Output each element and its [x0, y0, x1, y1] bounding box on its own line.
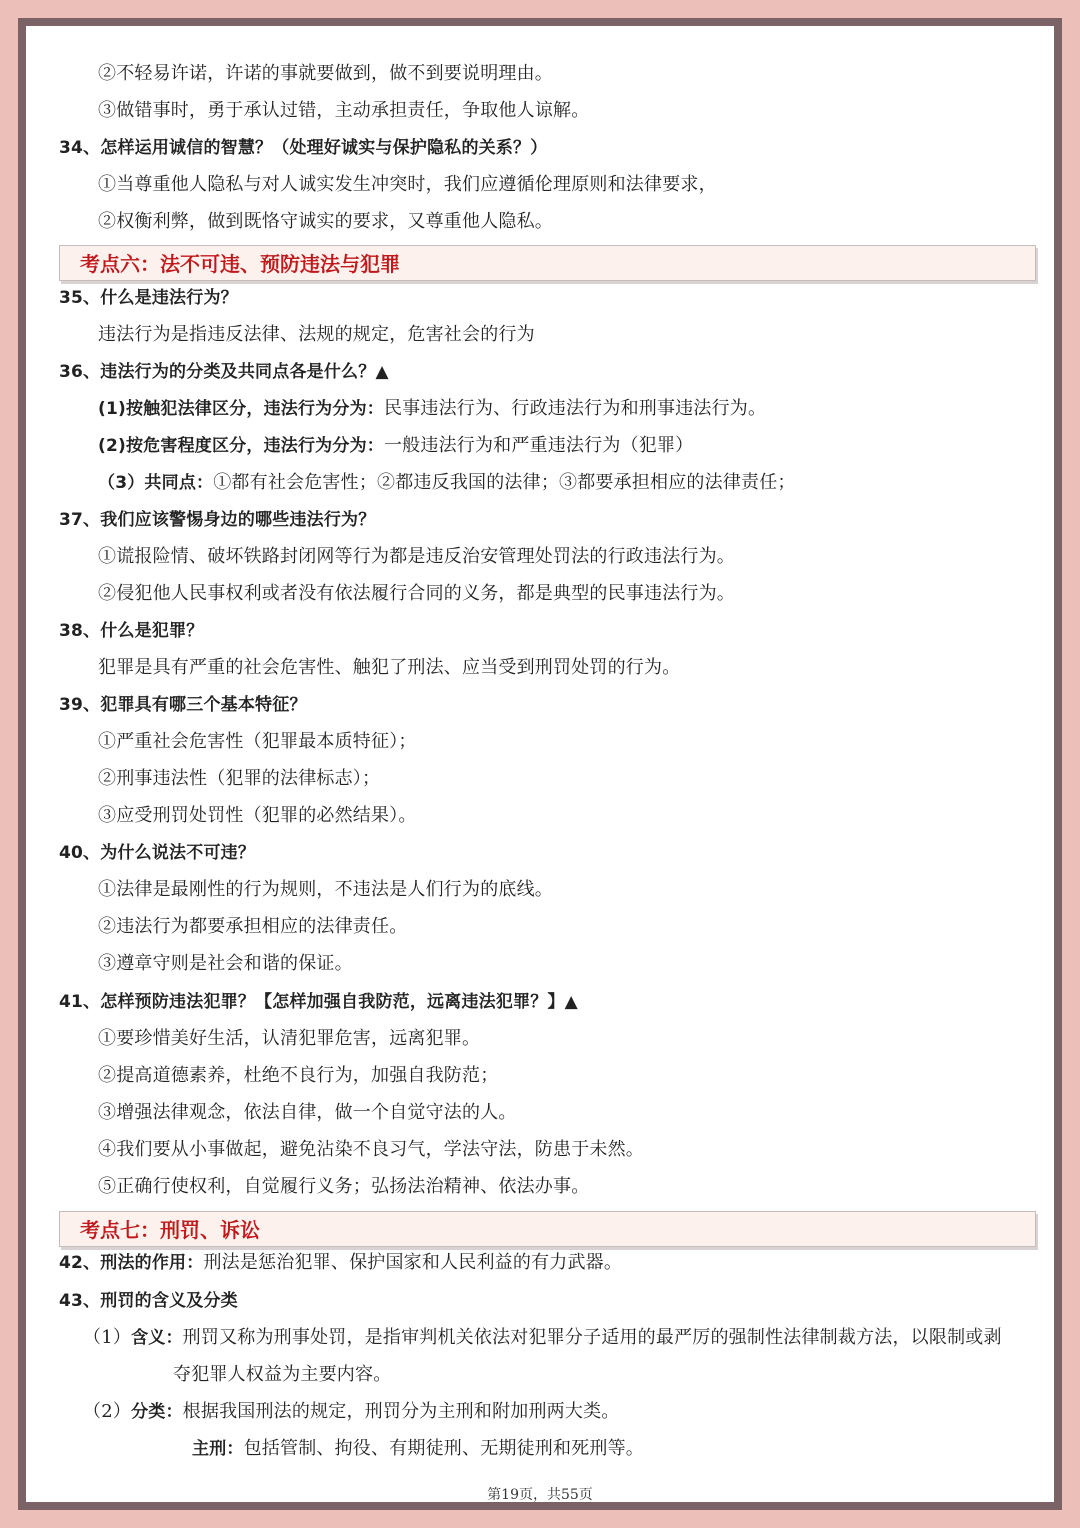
bold-lead: （3）共同点： — [98, 473, 214, 493]
question-36: 36、违法行为的分类及共同点各是什么？▲ — [59, 362, 389, 382]
question-40: 40、为什么说法不可违？ — [59, 843, 256, 863]
page-number: 第19页，共55页 — [487, 1487, 593, 1503]
section-header-6 — [59, 245, 1036, 281]
answer-line: ②刑事违法性（犯罪的法律标志）； — [98, 768, 381, 789]
item-number: （2） — [83, 1401, 132, 1422]
answer-line — [192, 1437, 644, 1461]
answer-line: ①要珍惜美好生活，认清犯罪危害，远离犯罪。 — [98, 1028, 481, 1049]
bold-lead: 含义： — [131, 1328, 183, 1348]
item-number: （1） — [83, 1327, 132, 1348]
page-content — [26, 26, 1054, 1502]
answer-text: 刑法是惩治犯罪、保护国家和人民利益的有力武器。 — [203, 1252, 623, 1273]
answer-line: ①严重社会危害性（犯罪最本质特征）； — [98, 731, 417, 752]
question-37: 37、我们应该警惕身边的哪些违法行为？ — [59, 510, 376, 530]
answer-text: 民事违法行为、行政违法行为和刑事违法行为。 — [383, 398, 767, 419]
question-34: 34、怎样运用诚信的智慧？（处理好诚实与保护隐私的关系？） — [59, 138, 548, 158]
bold-lead: (1)按触犯法律区分，违法行为分为： — [98, 399, 384, 419]
section-title: 考点七：刑罚、诉讼 — [80, 1218, 260, 1242]
answer-line: ①谎报险情、破坏铁路封闭网等行为都是违反治安管理处罚法的行政违法行为。 — [98, 546, 735, 567]
answer-line: ①法律是最刚性的行为规则，不违法是人们行为的底线。 — [98, 879, 553, 900]
answer-line — [98, 397, 766, 421]
question-35: 35、什么是违法行为？ — [59, 288, 238, 308]
answer-line: ②违法行为都要承担相应的法律责任。 — [98, 916, 408, 937]
answer-line — [83, 1326, 1002, 1350]
answer-line — [98, 434, 693, 458]
answer-text: ①都有社会危害性；②都违反我国的法律；③都要承担相应的法律责任； — [213, 472, 796, 493]
answer-line — [83, 1400, 619, 1424]
answer-text: 包括管制、拘役、有期徒刑、无期徒刑和死刑等。 — [243, 1438, 645, 1459]
answer-line: ⑤正确行使权利，自觉履行义务；弘扬法治精神、依法办事。 — [98, 1176, 590, 1197]
section-header-7 — [59, 1211, 1036, 1247]
question-43: 43、刑罚的含义及分类 — [59, 1291, 238, 1311]
question-label: 42、刑法的作用： — [59, 1253, 204, 1273]
answer-text: 一般违法行为和严重违法行为（犯罪） — [383, 435, 694, 456]
answer-line: ③增强法律观念，依法自律，做一个自觉守法的人。 — [98, 1102, 517, 1123]
question-42 — [59, 1251, 622, 1275]
question-39: 39、犯罪具有哪三个基本特征？ — [59, 695, 307, 715]
question-38: 38、什么是犯罪？ — [59, 621, 204, 641]
answer-line: ①当尊重他人隐私与对人诚实发生冲突时，我们应遵循伦理原则和法律要求， — [98, 174, 717, 195]
section-title: 考点六：法不可违、预防违法与犯罪 — [80, 252, 400, 276]
answer-line: ②不轻易许诺，许诺的事就要做到，做不到要说明理由。 — [98, 63, 553, 84]
answer-line: 夺犯罪人权益为主要内容。 — [173, 1364, 392, 1385]
answer-line — [98, 471, 796, 495]
bold-lead: 分类： — [131, 1402, 183, 1422]
answer-line: ②提高道德素养，杜绝不良行为，加强自我防范； — [98, 1065, 499, 1086]
answer-text: 刑罚又称为刑事处罚，是指审判机关依法对犯罪分子适用的最严厉的强制性法律制裁方法，以限制或剥 — [182, 1327, 1002, 1348]
answer-line: 违法行为是指违反法律、法规的规定，危害社会的行为 — [98, 324, 535, 345]
answer-line: ③遵章守则是社会和谐的保证。 — [98, 953, 353, 974]
page-frame — [18, 18, 1062, 1510]
answer-line: ②权衡利弊，做到既恪守诚实的要求，又尊重他人隐私。 — [98, 211, 553, 232]
bold-lead: 主刑： — [192, 1439, 244, 1459]
question-41: 41、怎样预防违法犯罪？【怎样加强自我防范，远离违法犯罪？】▲ — [59, 992, 578, 1012]
answer-line: ③应受刑罚处罚性（犯罪的必然结果）。 — [98, 805, 417, 826]
answer-text: 根据我国刑法的规定，刑罚分为主刑和附加刑两大类。 — [182, 1401, 620, 1422]
answer-line: 犯罪是具有严重的社会危害性、触犯了刑法、应当受到刑罚处罚的行为。 — [98, 657, 681, 678]
answer-line: ②侵犯他人民事权利或者没有依法履行合同的义务，都是典型的民事违法行为。 — [98, 583, 735, 604]
answer-line: ④我们要从小事做起，避免沾染不良习气，学法守法，防患于未然。 — [98, 1139, 644, 1160]
bold-lead: (2)按危害程度区分，违法行为分为： — [98, 436, 384, 456]
answer-line: ③做错事时，勇于承认过错，主动承担责任，争取他人谅解。 — [98, 100, 590, 121]
